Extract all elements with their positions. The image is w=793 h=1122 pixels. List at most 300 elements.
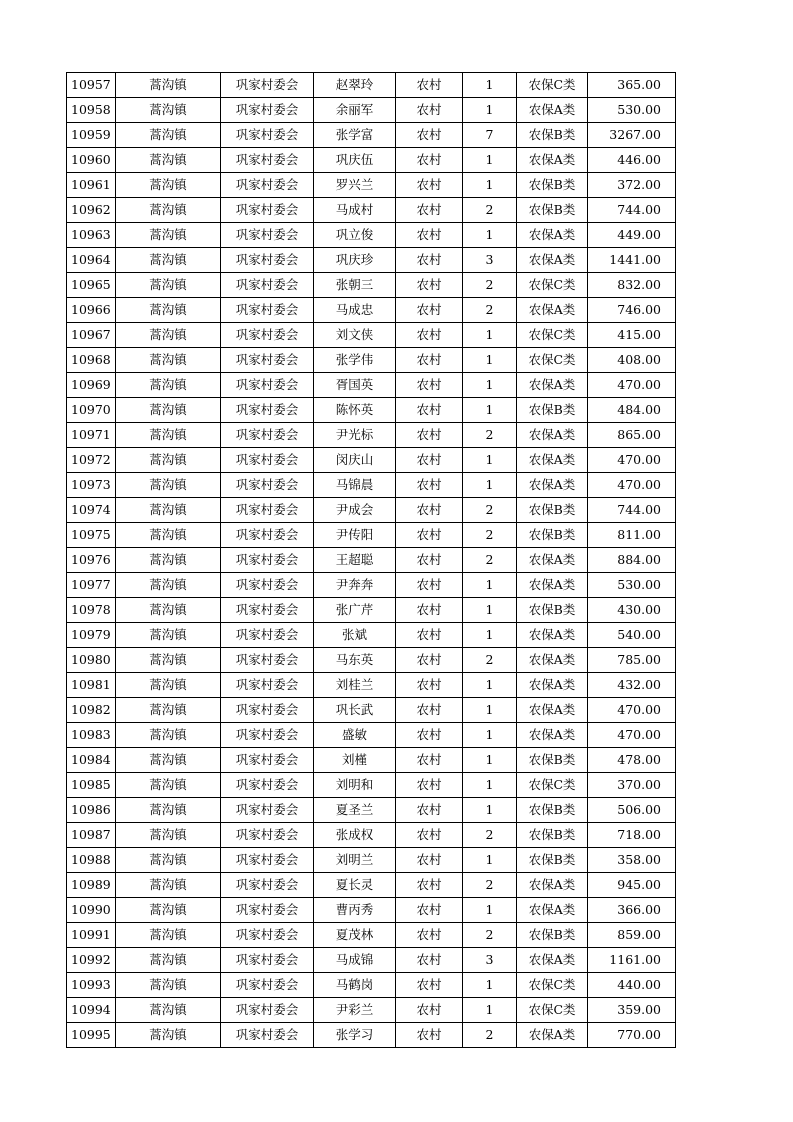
cell-insurance-category: 农保B类 — [517, 823, 588, 848]
cell-record-id: 10978 — [67, 598, 116, 623]
cell-town: 蒿沟镇 — [116, 773, 221, 798]
cell-household-type: 农村 — [396, 498, 463, 523]
cell-amount: 449.00 — [588, 223, 676, 248]
cell-insurance-category: 农保B类 — [517, 523, 588, 548]
cell-amount: 470.00 — [588, 698, 676, 723]
table-row — [67, 773, 676, 798]
cell-village-committee: 巩家村委会 — [221, 548, 314, 573]
cell-person-name: 马东英 — [314, 648, 396, 673]
cell-insurance-category: 农保A类 — [517, 898, 588, 923]
cell-record-id: 10995 — [67, 1023, 116, 1048]
cell-household-size: 7 — [463, 123, 517, 148]
cell-town: 蒿沟镇 — [116, 198, 221, 223]
cell-town: 蒿沟镇 — [116, 948, 221, 973]
cell-household-type: 农村 — [396, 448, 463, 473]
cell-record-id: 10962 — [67, 198, 116, 223]
cell-record-id: 10965 — [67, 273, 116, 298]
cell-amount: 440.00 — [588, 973, 676, 998]
cell-town: 蒿沟镇 — [116, 473, 221, 498]
cell-person-name: 张朝三 — [314, 273, 396, 298]
cell-person-name: 巩庆伍 — [314, 148, 396, 173]
cell-record-id: 10960 — [67, 148, 116, 173]
table-row — [67, 98, 676, 123]
cell-household-size: 1 — [463, 473, 517, 498]
cell-town: 蒿沟镇 — [116, 423, 221, 448]
cell-village-committee: 巩家村委会 — [221, 698, 314, 723]
cell-village-committee: 巩家村委会 — [221, 173, 314, 198]
cell-amount: 865.00 — [588, 423, 676, 448]
cell-person-name: 马成忠 — [314, 298, 396, 323]
table-row — [67, 473, 676, 498]
table-row — [67, 248, 676, 273]
cell-amount: 408.00 — [588, 348, 676, 373]
cell-household-size: 1 — [463, 848, 517, 873]
table-row — [67, 923, 676, 948]
cell-household-type: 农村 — [396, 798, 463, 823]
cell-household-size: 1 — [463, 573, 517, 598]
cell-record-id: 10976 — [67, 548, 116, 573]
cell-village-committee: 巩家村委会 — [221, 373, 314, 398]
table-row — [67, 573, 676, 598]
cell-household-size: 1 — [463, 998, 517, 1023]
cell-town: 蒿沟镇 — [116, 648, 221, 673]
cell-amount: 945.00 — [588, 873, 676, 898]
cell-insurance-category: 农保B类 — [517, 498, 588, 523]
cell-record-id: 10985 — [67, 773, 116, 798]
table-row — [67, 298, 676, 323]
cell-household-type: 农村 — [396, 173, 463, 198]
cell-person-name: 罗兴兰 — [314, 173, 396, 198]
cell-household-type: 农村 — [396, 648, 463, 673]
table-row — [67, 173, 676, 198]
cell-village-committee: 巩家村委会 — [221, 873, 314, 898]
cell-town: 蒿沟镇 — [116, 923, 221, 948]
cell-village-committee: 巩家村委会 — [221, 348, 314, 373]
cell-amount: 1161.00 — [588, 948, 676, 973]
cell-insurance-category: 农保C类 — [517, 773, 588, 798]
cell-insurance-category: 农保A类 — [517, 573, 588, 598]
cell-household-type: 农村 — [396, 398, 463, 423]
cell-record-id: 10984 — [67, 748, 116, 773]
cell-town: 蒿沟镇 — [116, 273, 221, 298]
cell-household-type: 农村 — [396, 773, 463, 798]
cell-amount: 1441.00 — [588, 248, 676, 273]
cell-record-id: 10979 — [67, 623, 116, 648]
cell-record-id: 10968 — [67, 348, 116, 373]
cell-household-size: 2 — [463, 423, 517, 448]
cell-record-id: 10990 — [67, 898, 116, 923]
cell-household-size: 1 — [463, 748, 517, 773]
cell-household-size: 2 — [463, 273, 517, 298]
cell-household-type: 农村 — [396, 123, 463, 148]
cell-record-id: 10958 — [67, 98, 116, 123]
cell-amount: 415.00 — [588, 323, 676, 348]
cell-village-committee: 巩家村委会 — [221, 298, 314, 323]
cell-person-name: 刘明兰 — [314, 848, 396, 873]
cell-household-type: 农村 — [396, 223, 463, 248]
table-row — [67, 123, 676, 148]
cell-household-type: 农村 — [396, 673, 463, 698]
cell-town: 蒿沟镇 — [116, 723, 221, 748]
cell-household-type: 农村 — [396, 548, 463, 573]
cell-village-committee: 巩家村委会 — [221, 398, 314, 423]
cell-insurance-category: 农保B类 — [517, 173, 588, 198]
cell-household-size: 2 — [463, 923, 517, 948]
cell-person-name: 曹丙秀 — [314, 898, 396, 923]
cell-insurance-category: 农保A类 — [517, 298, 588, 323]
cell-household-size: 2 — [463, 298, 517, 323]
table-row — [67, 798, 676, 823]
cell-household-size: 1 — [463, 348, 517, 373]
cell-village-committee: 巩家村委会 — [221, 148, 314, 173]
cell-household-type: 农村 — [396, 273, 463, 298]
cell-amount: 506.00 — [588, 798, 676, 823]
cell-person-name: 张成权 — [314, 823, 396, 848]
cell-amount: 470.00 — [588, 373, 676, 398]
cell-record-id: 10977 — [67, 573, 116, 598]
cell-household-size: 1 — [463, 223, 517, 248]
cell-person-name: 盛敏 — [314, 723, 396, 748]
cell-town: 蒿沟镇 — [116, 148, 221, 173]
cell-village-committee: 巩家村委会 — [221, 73, 314, 98]
table-row — [67, 373, 676, 398]
cell-household-size: 2 — [463, 548, 517, 573]
cell-household-type: 农村 — [396, 723, 463, 748]
cell-village-committee: 巩家村委会 — [221, 273, 314, 298]
cell-person-name: 马成锦 — [314, 948, 396, 973]
cell-insurance-category: 农保C类 — [517, 323, 588, 348]
cell-amount: 540.00 — [588, 623, 676, 648]
cell-insurance-category: 农保A类 — [517, 248, 588, 273]
cell-insurance-category: 农保B类 — [517, 598, 588, 623]
cell-amount: 785.00 — [588, 648, 676, 673]
table-row — [67, 623, 676, 648]
cell-record-id: 10992 — [67, 948, 116, 973]
cell-town: 蒿沟镇 — [116, 348, 221, 373]
cell-household-size: 1 — [463, 448, 517, 473]
cell-household-size: 1 — [463, 173, 517, 198]
cell-household-size: 1 — [463, 773, 517, 798]
cell-village-committee: 巩家村委会 — [221, 123, 314, 148]
cell-record-id: 10973 — [67, 473, 116, 498]
cell-person-name: 马锦晨 — [314, 473, 396, 498]
cell-amount: 370.00 — [588, 773, 676, 798]
cell-insurance-category: 农保A类 — [517, 723, 588, 748]
cell-household-type: 农村 — [396, 473, 463, 498]
table-row — [67, 348, 676, 373]
cell-village-committee: 巩家村委会 — [221, 898, 314, 923]
cell-household-size: 3 — [463, 248, 517, 273]
cell-person-name: 尹传阳 — [314, 523, 396, 548]
cell-amount: 432.00 — [588, 673, 676, 698]
cell-insurance-category: 农保C类 — [517, 998, 588, 1023]
table-row — [67, 598, 676, 623]
cell-amount: 744.00 — [588, 498, 676, 523]
cell-person-name: 刘桂兰 — [314, 673, 396, 698]
cell-household-type: 农村 — [396, 523, 463, 548]
cell-household-type: 农村 — [396, 573, 463, 598]
cell-insurance-category: 农保A类 — [517, 698, 588, 723]
cell-record-id: 10970 — [67, 398, 116, 423]
cell-person-name: 夏茂林 — [314, 923, 396, 948]
cell-town: 蒿沟镇 — [116, 173, 221, 198]
cell-record-id: 10993 — [67, 973, 116, 998]
cell-village-committee: 巩家村委会 — [221, 848, 314, 873]
cell-town: 蒿沟镇 — [116, 573, 221, 598]
cell-insurance-category: 农保C类 — [517, 273, 588, 298]
cell-village-committee: 巩家村委会 — [221, 798, 314, 823]
cell-person-name: 巩长武 — [314, 698, 396, 723]
cell-record-id: 10966 — [67, 298, 116, 323]
cell-amount: 859.00 — [588, 923, 676, 948]
cell-household-type: 农村 — [396, 148, 463, 173]
cell-village-committee: 巩家村委会 — [221, 948, 314, 973]
cell-town: 蒿沟镇 — [116, 623, 221, 648]
cell-record-id: 10981 — [67, 673, 116, 698]
cell-village-committee: 巩家村委会 — [221, 98, 314, 123]
cell-household-size: 1 — [463, 623, 517, 648]
cell-household-type: 农村 — [396, 1023, 463, 1048]
cell-household-type: 农村 — [396, 923, 463, 948]
cell-household-type: 农村 — [396, 348, 463, 373]
cell-person-name: 余丽军 — [314, 98, 396, 123]
cell-town: 蒿沟镇 — [116, 1023, 221, 1048]
cell-household-type: 农村 — [396, 98, 463, 123]
cell-amount: 811.00 — [588, 523, 676, 548]
cell-household-size: 1 — [463, 398, 517, 423]
cell-town: 蒿沟镇 — [116, 973, 221, 998]
cell-record-id: 10975 — [67, 523, 116, 548]
cell-town: 蒿沟镇 — [116, 223, 221, 248]
cell-household-size: 1 — [463, 323, 517, 348]
cell-town: 蒿沟镇 — [116, 798, 221, 823]
cell-amount: 470.00 — [588, 448, 676, 473]
cell-person-name: 张广芹 — [314, 598, 396, 623]
cell-household-type: 农村 — [396, 748, 463, 773]
cell-record-id: 10986 — [67, 798, 116, 823]
cell-record-id: 10983 — [67, 723, 116, 748]
cell-amount: 884.00 — [588, 548, 676, 573]
cell-household-size: 1 — [463, 673, 517, 698]
cell-household-type: 农村 — [396, 248, 463, 273]
table-row — [67, 973, 676, 998]
cell-person-name: 尹成会 — [314, 498, 396, 523]
cell-insurance-category: 农保A类 — [517, 473, 588, 498]
table-row — [67, 848, 676, 873]
cell-insurance-category: 农保A类 — [517, 673, 588, 698]
cell-household-type: 农村 — [396, 698, 463, 723]
cell-household-size: 3 — [463, 948, 517, 973]
cell-insurance-category: 农保B类 — [517, 848, 588, 873]
cell-town: 蒿沟镇 — [116, 548, 221, 573]
cell-village-committee: 巩家村委会 — [221, 573, 314, 598]
cell-household-size: 1 — [463, 98, 517, 123]
cell-amount: 746.00 — [588, 298, 676, 323]
cell-insurance-category: 农保A类 — [517, 373, 588, 398]
cell-amount: 718.00 — [588, 823, 676, 848]
cell-village-committee: 巩家村委会 — [221, 623, 314, 648]
table-row — [67, 398, 676, 423]
cell-household-size: 2 — [463, 873, 517, 898]
cell-record-id: 10987 — [67, 823, 116, 848]
table-body — [67, 73, 676, 1048]
cell-household-size: 2 — [463, 523, 517, 548]
cell-amount: 446.00 — [588, 148, 676, 173]
table-row — [67, 1023, 676, 1048]
cell-insurance-category: 农保B类 — [517, 123, 588, 148]
cell-person-name: 闵庆山 — [314, 448, 396, 473]
cell-town: 蒿沟镇 — [116, 823, 221, 848]
cell-person-name: 马鹤岗 — [314, 973, 396, 998]
cell-record-id: 10989 — [67, 873, 116, 898]
cell-town: 蒿沟镇 — [116, 248, 221, 273]
cell-amount: 358.00 — [588, 848, 676, 873]
cell-person-name: 尹彩兰 — [314, 998, 396, 1023]
cell-insurance-category: 农保A类 — [517, 623, 588, 648]
cell-insurance-category: 农保B类 — [517, 923, 588, 948]
table-row — [67, 748, 676, 773]
cell-person-name: 胥国英 — [314, 373, 396, 398]
cell-town: 蒿沟镇 — [116, 98, 221, 123]
cell-record-id: 10967 — [67, 323, 116, 348]
cell-town: 蒿沟镇 — [116, 448, 221, 473]
cell-person-name: 尹奔奔 — [314, 573, 396, 598]
cell-insurance-category: 农保A类 — [517, 98, 588, 123]
cell-town: 蒿沟镇 — [116, 123, 221, 148]
cell-household-size: 2 — [463, 198, 517, 223]
cell-household-size: 1 — [463, 598, 517, 623]
cell-household-size: 2 — [463, 823, 517, 848]
cell-household-type: 农村 — [396, 623, 463, 648]
cell-household-size: 1 — [463, 698, 517, 723]
cell-town: 蒿沟镇 — [116, 398, 221, 423]
cell-amount: 530.00 — [588, 98, 676, 123]
cell-insurance-category: 农保B类 — [517, 798, 588, 823]
cell-household-size: 1 — [463, 148, 517, 173]
cell-village-committee: 巩家村委会 — [221, 1023, 314, 1048]
cell-record-id: 10974 — [67, 498, 116, 523]
cell-insurance-category: 农保C类 — [517, 73, 588, 98]
cell-town: 蒿沟镇 — [116, 523, 221, 548]
cell-village-committee: 巩家村委会 — [221, 998, 314, 1023]
cell-insurance-category: 农保A类 — [517, 423, 588, 448]
cell-household-type: 农村 — [396, 873, 463, 898]
cell-village-committee: 巩家村委会 — [221, 773, 314, 798]
cell-village-committee: 巩家村委会 — [221, 423, 314, 448]
cell-household-size: 2 — [463, 1023, 517, 1048]
table-row — [67, 548, 676, 573]
cell-person-name: 刘明和 — [314, 773, 396, 798]
cell-person-name: 夏圣兰 — [314, 798, 396, 823]
cell-household-size: 2 — [463, 648, 517, 673]
cell-person-name: 赵翠玲 — [314, 73, 396, 98]
cell-household-type: 农村 — [396, 373, 463, 398]
cell-household-size: 1 — [463, 798, 517, 823]
table-row — [67, 723, 676, 748]
cell-person-name: 陈怀英 — [314, 398, 396, 423]
table-row — [67, 423, 676, 448]
cell-person-name: 马成村 — [314, 198, 396, 223]
table-row — [67, 873, 676, 898]
cell-town: 蒿沟镇 — [116, 498, 221, 523]
cell-village-committee: 巩家村委会 — [221, 673, 314, 698]
cell-person-name: 巩庆珍 — [314, 248, 396, 273]
table-row — [67, 898, 676, 923]
cell-amount: 530.00 — [588, 573, 676, 598]
cell-town: 蒿沟镇 — [116, 323, 221, 348]
cell-town: 蒿沟镇 — [116, 998, 221, 1023]
cell-household-type: 农村 — [396, 298, 463, 323]
cell-person-name: 刘文侠 — [314, 323, 396, 348]
cell-insurance-category: 农保A类 — [517, 1023, 588, 1048]
table-row — [67, 448, 676, 473]
cell-household-size: 1 — [463, 373, 517, 398]
cell-village-committee: 巩家村委会 — [221, 323, 314, 348]
cell-amount: 470.00 — [588, 473, 676, 498]
cell-household-type: 农村 — [396, 423, 463, 448]
cell-record-id: 10959 — [67, 123, 116, 148]
cell-town: 蒿沟镇 — [116, 698, 221, 723]
cell-village-committee: 巩家村委会 — [221, 823, 314, 848]
cell-person-name: 张学富 — [314, 123, 396, 148]
cell-person-name: 尹光标 — [314, 423, 396, 448]
table-row — [67, 673, 676, 698]
cell-person-name: 夏长灵 — [314, 873, 396, 898]
cell-household-type: 农村 — [396, 598, 463, 623]
cell-town: 蒿沟镇 — [116, 73, 221, 98]
cell-record-id: 10991 — [67, 923, 116, 948]
cell-record-id: 10961 — [67, 173, 116, 198]
cell-village-committee: 巩家村委会 — [221, 648, 314, 673]
cell-town: 蒿沟镇 — [116, 873, 221, 898]
cell-town: 蒿沟镇 — [116, 748, 221, 773]
cell-village-committee: 巩家村委会 — [221, 198, 314, 223]
cell-amount: 478.00 — [588, 748, 676, 773]
cell-insurance-category: 农保A类 — [517, 148, 588, 173]
cell-amount: 832.00 — [588, 273, 676, 298]
cell-amount: 744.00 — [588, 198, 676, 223]
cell-household-size: 1 — [463, 973, 517, 998]
cell-town: 蒿沟镇 — [116, 898, 221, 923]
cell-amount: 3267.00 — [588, 123, 676, 148]
cell-village-committee: 巩家村委会 — [221, 973, 314, 998]
table-row — [67, 148, 676, 173]
cell-household-type: 农村 — [396, 948, 463, 973]
table-row — [67, 323, 676, 348]
cell-record-id: 10964 — [67, 248, 116, 273]
table-row — [67, 273, 676, 298]
table-row — [67, 498, 676, 523]
cell-insurance-category: 农保B类 — [517, 398, 588, 423]
cell-record-id: 10988 — [67, 848, 116, 873]
cell-village-committee: 巩家村委会 — [221, 923, 314, 948]
cell-village-committee: 巩家村委会 — [221, 223, 314, 248]
table-row — [67, 998, 676, 1023]
cell-record-id: 10980 — [67, 648, 116, 673]
cell-village-committee: 巩家村委会 — [221, 748, 314, 773]
cell-household-type: 农村 — [396, 73, 463, 98]
cell-person-name: 巩立俊 — [314, 223, 396, 248]
cell-household-type: 农村 — [396, 198, 463, 223]
cell-amount: 366.00 — [588, 898, 676, 923]
data-table — [66, 72, 676, 1048]
table-row — [67, 73, 676, 98]
cell-household-size: 1 — [463, 723, 517, 748]
cell-record-id: 10994 — [67, 998, 116, 1023]
cell-insurance-category: 农保A类 — [517, 548, 588, 573]
cell-household-type: 农村 — [396, 898, 463, 923]
cell-household-type: 农村 — [396, 323, 463, 348]
